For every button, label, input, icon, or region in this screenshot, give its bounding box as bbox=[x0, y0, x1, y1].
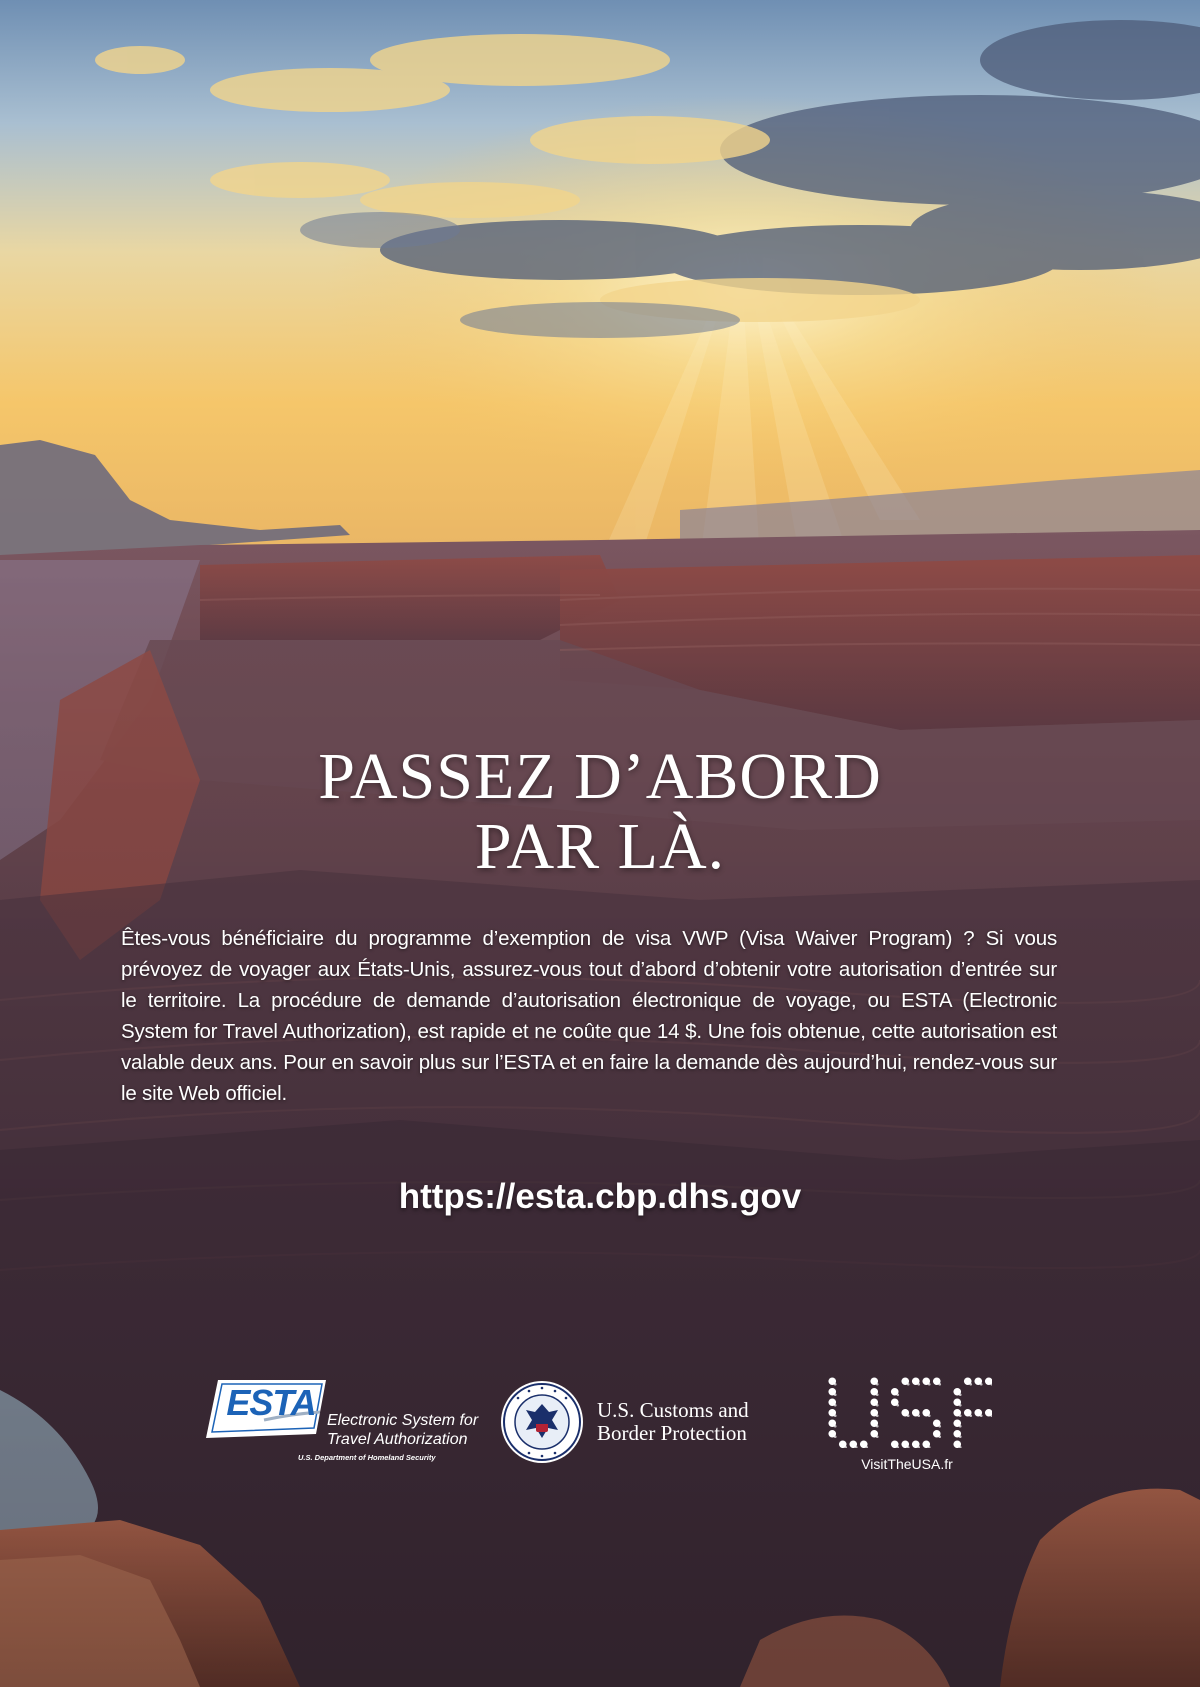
esta-website-link[interactable]: https://esta.cbp.dhs.gov bbox=[398, 1177, 802, 1216]
headline-line-2: PAR LÀ. bbox=[474, 810, 726, 883]
usa-dotted-wordmark-icon bbox=[822, 1370, 992, 1448]
headline-line-1: PASSEZ D’ABORD bbox=[318, 740, 882, 813]
partner-logos bbox=[0, 1370, 1200, 1480]
body-paragraph: Êtes-vous bénéficiaire du programme d’exemption de visa VWP (Visa Waiver Program) ? Si vous prévoyez de voyager aux États-Unis, assurez-vous tout d’abord d’obtenir votre autorisation d’entrée sur le territoire. La procédure de demande d’autorisation électronique de voyage, ou ESTA (Electronic System for Travel Authorization), est rapide et ne coûte que 14 $. Une fois obtenue, cette autorisation est valable deux ans. Pour en savoir plus sur l’ESTA et en faire la demande dès aujourd’hui, rendez-vous sur le site Web officiel. bbox=[121, 927, 1057, 1105]
esta-wordmark: ESTA bbox=[226, 1382, 316, 1423]
visit-the-usa-caption: VisitTheUSA.fr bbox=[861, 1456, 953, 1472]
visit-the-usa-logo bbox=[822, 1370, 992, 1480]
dhs-seal-icon bbox=[500, 1380, 584, 1464]
cbp-name-line-2: Border Protection bbox=[597, 1421, 747, 1445]
esta-subline: U.S. Department of Homeland Security bbox=[298, 1453, 436, 1462]
cbp-name bbox=[597, 1399, 749, 1445]
esta-tagline-1: Electronic System for bbox=[327, 1412, 479, 1429]
cbp-name-line-1: U.S. Customs and bbox=[597, 1398, 749, 1422]
headline bbox=[0, 742, 1200, 882]
esta-logo bbox=[204, 1376, 479, 1466]
esta-tagline-2: Travel Authorization bbox=[327, 1431, 468, 1448]
